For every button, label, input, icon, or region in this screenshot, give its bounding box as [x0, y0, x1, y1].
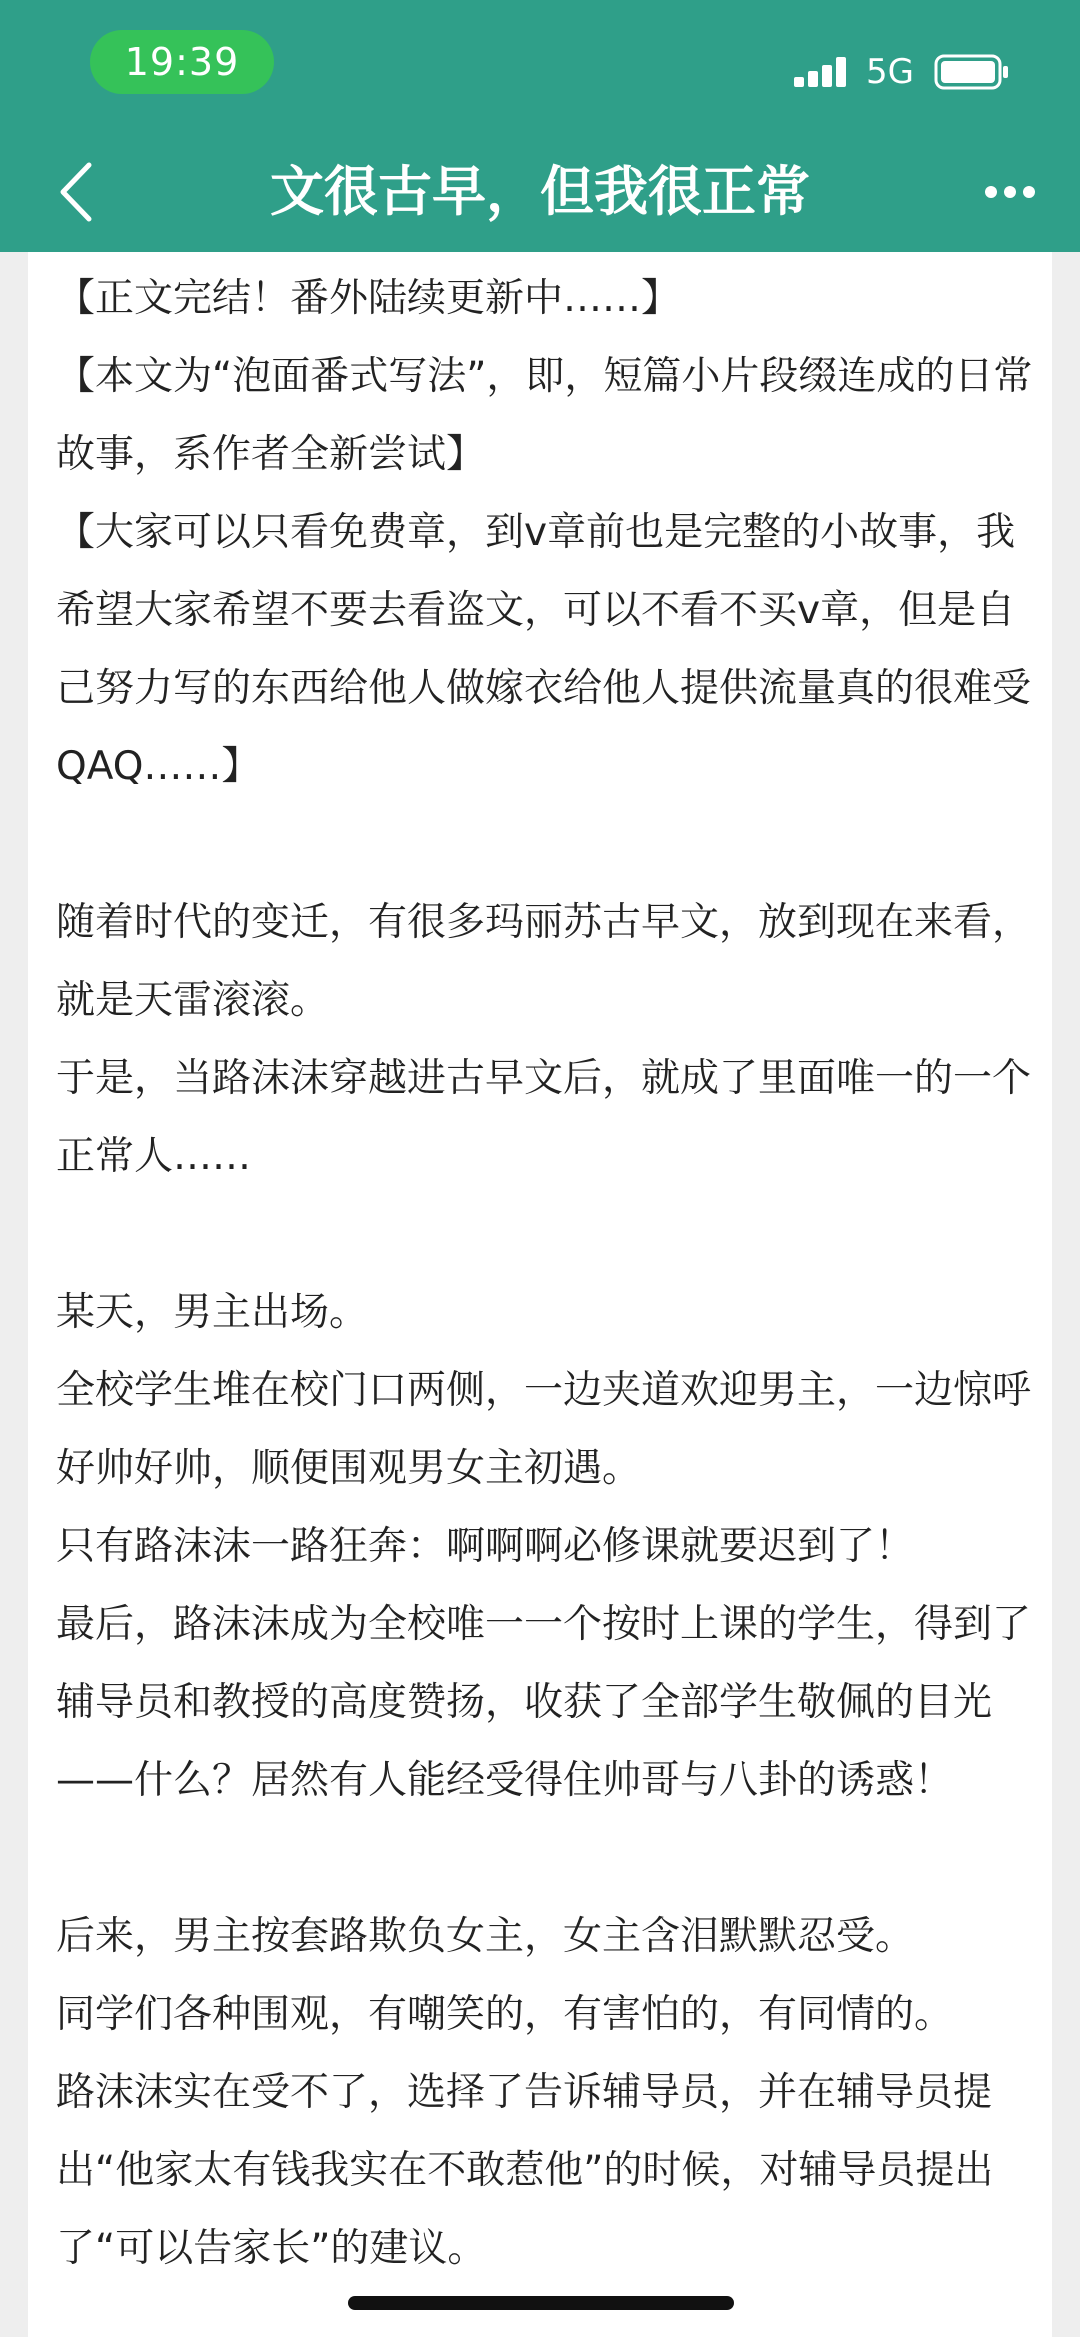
network-type: 5G	[866, 52, 914, 92]
more-options-button[interactable]	[970, 162, 1050, 222]
paragraph-spacer	[56, 1820, 1046, 1898]
cellular-signal-icon	[794, 53, 850, 91]
paragraph-later-3: 路沫沫实在受不了，选择了告诉辅导员，并在辅导员提出“他家太有钱我实在不敢惹他”的时候，对辅导员提出了“可以告家长”的建议。	[56, 2070, 994, 2271]
paragraph-later-2: 同学们各种围观，有嘲笑的，有害怕的，有同情的。	[56, 1992, 954, 2037]
back-button[interactable]	[40, 154, 110, 230]
app-header	[0, 0, 1080, 252]
status-icons	[794, 50, 1010, 94]
paragraph-announcement-2: 【本文为“泡面番式写法”，即，短篇小片段缀连成的日常故事，系作者全新尝试】	[56, 354, 1033, 477]
home-indicator[interactable]	[348, 2296, 734, 2310]
paragraph-scene-4: 最后，路沫沫成为全校唯一一个按时上课的学生，得到了辅导员和教授的高度赞扬，收获了全部学生敬佩的目光——什么？居然有人能经受得住帅哥与八卦的诱惑！	[56, 1602, 1032, 1803]
paragraph-scene-3: 只有路沫沫一路狂奔：啊啊啊必修课就要迟到了！	[56, 1524, 915, 1569]
paragraph-scene-2: 全校学生堆在校门口两侧，一边夹道欢迎男主，一边惊呼好帅好帅，顺便围观男女主初遇。	[56, 1368, 1032, 1491]
battery-icon	[934, 52, 1010, 92]
paragraph-intro-1: 随着时代的变迁，有很多玛丽苏古早文，放到现在来看，就是天雷滚滚。	[56, 900, 1032, 1023]
article-text	[56, 260, 1046, 2288]
paragraph-spacer	[56, 1196, 1046, 1274]
paragraph-announcement-1: 【正文完结！番外陆续更新中……】	[56, 276, 681, 321]
paragraph-intro-2: 于是，当路沫沫穿越进古早文后，就成了里面唯一的一个正常人……	[56, 1056, 1032, 1179]
paragraph-announcement-3: 【大家可以只看免费章，到v章前也是完整的小故事，我希望大家希望不要去看盗文，可以不看不买v章，但是自己努力写的东西给他人做嫁衣给他人提供流量真的很难受QAQ……】	[56, 510, 1032, 789]
status-time: 19:39	[90, 30, 274, 94]
navigation-bar	[0, 132, 1080, 252]
paragraph-scene-1: 某天，男主出场。	[56, 1290, 369, 1335]
chevron-left-icon	[55, 159, 95, 225]
page-title: 文很古早，但我很正常	[270, 160, 810, 223]
paragraph-spacer	[56, 806, 1046, 884]
more-dots-icon	[984, 185, 1036, 199]
reader-content	[28, 252, 1052, 2337]
paragraph-later-1: 后来，男主按套路欺负女主，女主含泪默默忍受。	[56, 1914, 915, 1959]
